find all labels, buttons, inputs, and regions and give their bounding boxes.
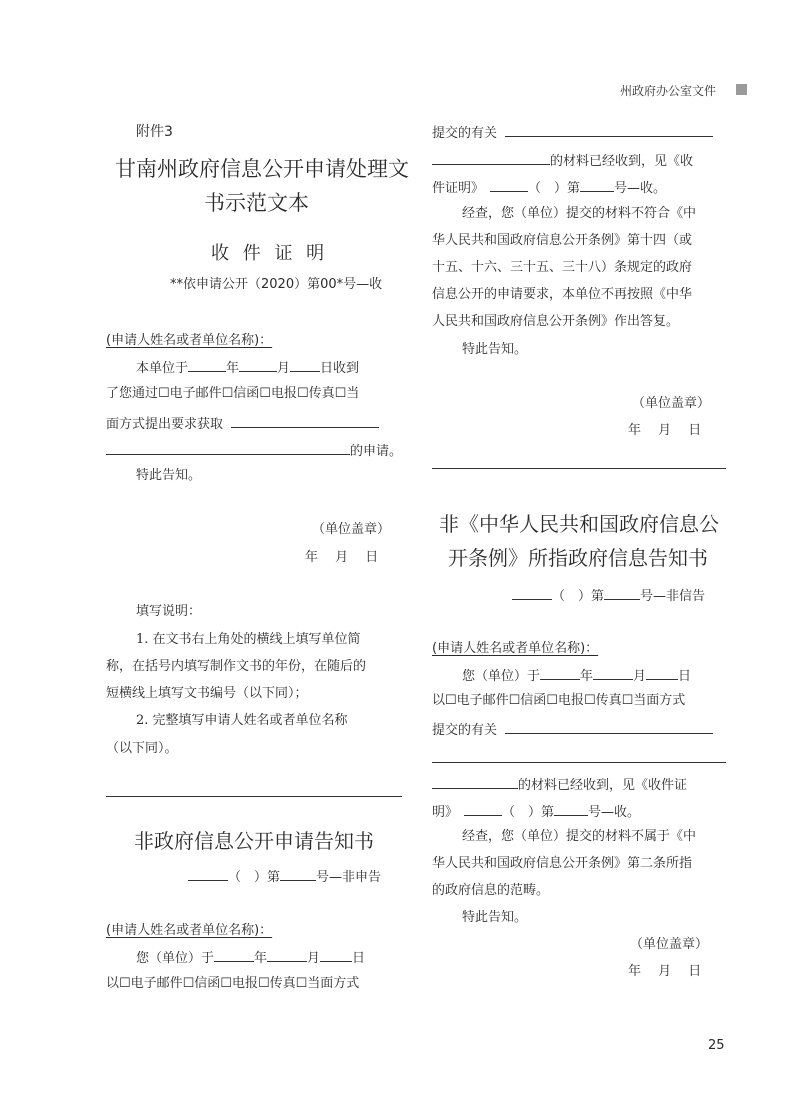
paragraph-line (136, 947, 365, 968)
text: 件证明》 (432, 181, 485, 196)
text: 年 (254, 951, 268, 966)
paragraph-line: 华人民共和国政府信息公开条例》第二条所指 (432, 856, 693, 871)
blank-line (580, 177, 614, 192)
text: 号—非申告 (316, 870, 382, 885)
text: 的材料已经收到，见《收件证 (518, 778, 688, 793)
paragraph-line (432, 774, 687, 795)
blank-line (505, 719, 713, 734)
paragraph-line: 经查，您（单位）提交的材料不符合《中 (462, 206, 697, 221)
paragraph-line: 以☐电子邮件☐信函☐电报☐传真☐当面方式 (432, 693, 686, 708)
blank-line (432, 762, 726, 763)
text: 您（单位）于 (136, 951, 215, 966)
seal-label: （单位盖章） (630, 937, 709, 952)
paragraph-line (432, 150, 693, 171)
page-number: 25 (708, 1038, 725, 1053)
blank-line (267, 947, 307, 962)
blank-line (188, 866, 228, 881)
blank-line (231, 413, 379, 428)
fill-instruction-line: 2. 完整填写申请人姓名或者单位名称 (136, 713, 348, 728)
blank-line (239, 357, 277, 372)
text: （ ）第 (502, 805, 555, 820)
text: 号—收。 (588, 805, 641, 820)
fill-instruction-line: 1. 在文书右上角处的横线上填写单位简 (136, 632, 361, 647)
section-title-line1: 非《中华人民共和国政府信息公 (439, 512, 719, 536)
blank-line (512, 585, 552, 600)
date-label: 年 月 日 (305, 550, 379, 565)
text: 年 (580, 669, 594, 684)
section-title-line2: 开条例》所指政府信息告知书 (448, 546, 708, 570)
text: 提交的有关 (432, 126, 498, 141)
text: 您（单位）于 (462, 669, 541, 684)
paragraph-line: 以☐电子邮件☐信函☐电报☐传真☐当面方式 (106, 976, 360, 991)
text: （ ）第 (228, 870, 281, 885)
blank-line (320, 947, 352, 962)
text: 月 (307, 951, 321, 966)
blank-line (646, 665, 678, 680)
paragraph-line (462, 665, 691, 686)
blank-line (490, 177, 528, 192)
header-title: 州政府办公室文件 (620, 84, 717, 98)
text: 明》 (432, 805, 459, 820)
seal-label: （单位盖章） (632, 396, 711, 411)
blank-line (106, 440, 350, 455)
blank-line (540, 665, 580, 680)
paragraph-line (432, 177, 666, 198)
paragraph-line: 了您通过☐电子邮件☐信函☐电报☐传真☐当 (106, 386, 360, 401)
blank-line (280, 866, 316, 881)
section-divider (106, 796, 402, 797)
text: 的申请。 (350, 444, 403, 459)
fill-instructions-title: 填写说明： (136, 604, 202, 619)
paragraph-line (432, 801, 640, 822)
blank-line (604, 585, 640, 600)
paragraph-line: 的政府信息的范畴。 (432, 883, 550, 898)
paragraph-line (106, 413, 379, 434)
blank-line (188, 357, 226, 372)
applicant-label: (申请人姓名或者单位名称)： (106, 923, 273, 938)
blank-line (214, 947, 254, 962)
applicant-label: (申请人姓名或者单位名称)： (432, 641, 599, 656)
blank-line (593, 665, 633, 680)
fill-instruction-line: 称，在括号内填写制作文书的年份，在随后的 (106, 659, 367, 674)
blank-line (290, 357, 320, 372)
doc-number (188, 866, 381, 887)
page-title-line2: 书示范文本 (204, 191, 309, 215)
text: 号—收。 (614, 181, 667, 196)
text: 本单位于 (136, 361, 189, 376)
fill-instruction-line: （以下同）。 (106, 741, 178, 756)
paragraph-line: 人民共和国政府信息公开条例》作出答复。 (432, 314, 680, 329)
blank-line (554, 801, 588, 816)
attachment-label: 附件3 (136, 124, 173, 140)
seal-label: （单位盖章） (312, 522, 391, 537)
paragraph-line: 经查，您（单位）提交的材料不属于《中 (462, 829, 697, 844)
paragraph-line (432, 719, 713, 740)
text: 日 (678, 669, 692, 684)
section-subtitle: 收 件 证 明 (211, 243, 329, 264)
paragraph-line (106, 440, 402, 461)
notice-text: 特此告知。 (462, 910, 528, 925)
text: 日 (352, 951, 366, 966)
text: 号—非信告 (640, 589, 706, 604)
text: 日收到 (320, 361, 360, 376)
doc-number (512, 585, 705, 606)
date-label: 年 月 日 (628, 423, 702, 438)
paragraph-line (136, 357, 359, 378)
header-square-icon (736, 84, 747, 95)
paragraph-line: 信息公开的申请要求，本单位不再按照《中华 (432, 287, 693, 302)
text: 月 (277, 361, 291, 376)
page-title-line1: 甘南州政府信息公开申请处理文 (115, 157, 409, 181)
section-title: 非政府信息公开申请告知书 (134, 829, 374, 853)
section-divider (432, 468, 726, 469)
notice-text: 特此告知。 (136, 468, 202, 483)
text: 面方式提出要求获取 (106, 417, 224, 432)
text: 的材料已经收到，见《收 (550, 154, 694, 169)
text: （ ）第 (552, 589, 605, 604)
blank-line (432, 774, 518, 789)
fill-instruction-line: 短横线上填写文书编号（以下同）； (106, 686, 308, 701)
applicant-label: (申请人姓名或者单位名称)： (106, 333, 273, 348)
blank-line (505, 122, 713, 137)
text: 月 (633, 669, 647, 684)
text: 年 (226, 361, 240, 376)
text: （ ）第 (528, 181, 581, 196)
text: 提交的有关 (432, 723, 498, 738)
blank-line (464, 801, 502, 816)
blank-line (432, 150, 550, 165)
date-label: 年 月 日 (628, 964, 702, 979)
notice-text: 特此告知。 (462, 342, 528, 357)
paragraph-line: 华人民共和国政府信息公开条例》第十四（或 (432, 233, 693, 248)
paragraph-line (432, 122, 713, 143)
doc-number: **依申请公开（2020）第00*号—收 (170, 277, 383, 292)
paragraph-line: 十五、十六、三十五、三十八）条规定的政府 (432, 260, 693, 275)
